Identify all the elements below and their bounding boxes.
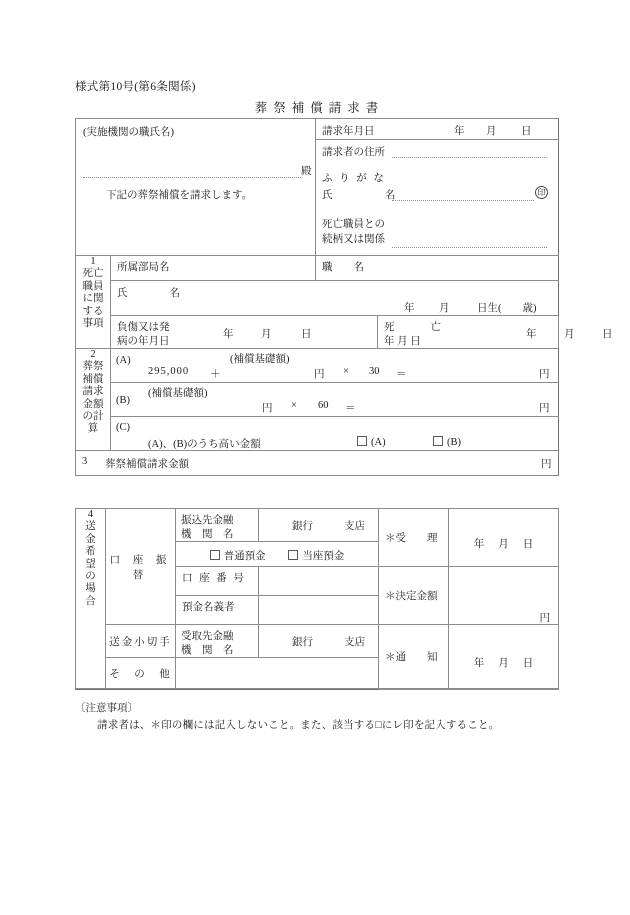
position-label: 職 名: [322, 262, 364, 273]
account-type-ordinary-label: 普通預金: [223, 551, 266, 562]
claimant-name-input[interactable]: [392, 188, 534, 201]
account-holder-label-wrap: [176, 596, 258, 624]
calc-b-times: ×: [291, 400, 297, 411]
notice-label: ＊通 知: [385, 652, 438, 663]
bank-suffix-bank: 銀行: [292, 521, 313, 532]
section1-label-line-4: 事項: [82, 317, 104, 329]
request-date-year: 年: [454, 126, 465, 137]
receipt-month: 月: [498, 538, 509, 550]
bank-name-row: [76, 509, 559, 542]
receipt-label: ＊受 理: [385, 533, 438, 544]
bank-name-label-line1: 振込先金融: [181, 515, 234, 526]
check-label-cell: [106, 625, 176, 658]
section2-label-line-1: 補償: [82, 373, 104, 385]
claimant-name-row: [316, 167, 559, 210]
section1-row3: [76, 316, 559, 349]
section1-label-line-2: に関: [82, 293, 104, 305]
payee-bank-label-line2: 機 関 名: [181, 645, 234, 656]
decision-label-cell: [379, 567, 449, 625]
claimant-address-input[interactable]: [392, 145, 547, 158]
death-label-line1: 死 亡: [384, 322, 446, 333]
section2-label-line-5: 算: [87, 423, 99, 435]
section1-label-line-3: する: [82, 305, 104, 317]
main-form-table: [75, 118, 613, 476]
spacer-cell: [76, 689, 379, 690]
section2-row-c: [76, 417, 559, 451]
request-sentence: 下記の葬祭補償を請求します。: [106, 190, 253, 201]
calc-c-choice-a-label: (A): [371, 437, 386, 448]
relation-row: [316, 210, 559, 254]
death-year: 年: [526, 329, 537, 340]
calc-a-plus: ＋: [210, 369, 221, 380]
checkbox-ordinary-icon[interactable]: [210, 550, 220, 560]
calc-b-result-yen: 円: [539, 403, 550, 414]
birth-day-suffix: 日生( 歳): [477, 303, 537, 314]
claimant-name-label: 氏 名: [322, 190, 396, 201]
calc-a-result-yen: 円: [539, 369, 550, 380]
other-label-cell: [106, 658, 176, 689]
calc-c-option-a[interactable]: [357, 436, 386, 448]
section3-label: 葬祭補償請求金額: [105, 459, 189, 470]
claimant-address-label: 請求者の住所: [322, 147, 385, 158]
bank-name-label-cell: [176, 509, 259, 542]
account-type-current-option[interactable]: [288, 551, 344, 562]
calc-a-base-label: (補償基礎額): [230, 354, 290, 365]
page-title: 葬祭補償請求書: [254, 101, 385, 115]
birth-year: 年: [404, 303, 415, 314]
relation-label-line1: 死亡職員との: [322, 219, 385, 230]
section1-label-line-0: 死亡: [82, 268, 104, 280]
receipt-year: 年: [473, 538, 485, 550]
total-amount-cell[interactable]: [76, 451, 559, 476]
addressee-cell: [76, 119, 316, 256]
death-label-line2: 年 月 日: [384, 336, 421, 347]
payee-bank-label-line1: 受取先金融: [181, 631, 234, 642]
calc-a-fixed-amount: 295,000: [148, 366, 190, 377]
payee-suffix-bank: 銀行: [292, 637, 313, 648]
section2-row-a: [76, 349, 559, 383]
section4-label-line-5: 場: [85, 583, 96, 595]
checkbox-a-icon[interactable]: [357, 436, 367, 446]
other-label: そ の 他: [109, 668, 172, 680]
receipt-date-wrap: [449, 525, 558, 551]
calc-a-tag: (A): [116, 355, 131, 366]
calc-b-base-label: (補償基礎額): [148, 388, 208, 399]
addressee-dotted-line[interactable]: [83, 177, 301, 178]
employee-name-cell[interactable]: [111, 281, 559, 316]
receipt-date-cell[interactable]: [449, 509, 559, 567]
section2-row-b: [76, 383, 559, 417]
account-type-options: [176, 542, 378, 566]
addressee-fill-line: [83, 163, 312, 178]
notice-label-cell: [379, 625, 449, 689]
section4-label-line-6: 合: [85, 595, 96, 607]
claimant-address-cell[interactable]: [316, 140, 559, 168]
checkbox-b-icon[interactable]: [433, 436, 443, 446]
account-number-label-wrap: [176, 567, 258, 595]
notice-year: 年: [473, 657, 485, 669]
payee-suffix-branch: 支店: [344, 637, 365, 648]
account-number-label-cell: [176, 567, 259, 596]
notes-title: 〔注意事項〕: [75, 703, 138, 714]
death-month: 月: [564, 329, 575, 340]
claimant-name-cell[interactable]: [316, 167, 559, 210]
calc-row-a[interactable]: [111, 349, 559, 383]
account-transfer-label-cell: [106, 509, 176, 625]
request-date-label: 請求年月日: [322, 126, 375, 137]
payment-label-spacer: [379, 689, 449, 690]
remittance-check-row: [76, 625, 559, 658]
calc-b-equals: ＝: [345, 403, 356, 414]
section1-row2: [76, 281, 559, 316]
section2-label-line-2: 請求: [82, 386, 104, 398]
calc-c-tag: (C): [116, 422, 130, 433]
account-holder-label: 預金名義者: [182, 602, 235, 613]
payee-bank-input-cell[interactable]: [259, 625, 379, 658]
injury-label-line1: 負傷又は発: [117, 322, 170, 333]
calc-a-equals: ＝: [396, 369, 407, 380]
decision-yen: 円: [539, 612, 550, 624]
death-day: 日: [602, 329, 613, 340]
section1-number: 1: [90, 256, 96, 267]
remittance-table: [75, 508, 559, 690]
death-date-cell[interactable]: [378, 316, 613, 349]
decision-label-wrap: [379, 585, 448, 606]
section4-label-line-4: の: [85, 570, 96, 582]
section2-number: 2: [90, 349, 96, 360]
notice-day: 日: [522, 657, 534, 669]
department-label-wrap: [111, 256, 315, 280]
notes-block: [75, 700, 595, 732]
birth-month: 月: [439, 303, 450, 314]
account-holder-label-cell: [176, 596, 259, 625]
payee-bank-label-cell: [176, 625, 259, 658]
employee-name-label: 氏 名: [117, 288, 180, 299]
checkbox-current-icon[interactable]: [288, 550, 298, 560]
section4-label-line-3: 望: [85, 558, 96, 570]
department-label: 所属部局名: [117, 262, 170, 273]
receipt-label-wrap: [379, 527, 448, 548]
furigana-label: ふ り が な: [322, 173, 386, 184]
account-number-input-cell[interactable]: [259, 567, 379, 596]
calc-b-tag: (B): [116, 395, 130, 406]
injury-label-line2: 病の年月日: [117, 336, 170, 347]
payment-row: [76, 689, 559, 690]
account-type-cell[interactable]: [176, 542, 379, 567]
agency-name-label: (実施機関の職氏名): [83, 127, 174, 138]
decision-label: ＊決定金額: [385, 591, 438, 602]
calc-c-choice-b-label: (B): [447, 437, 461, 448]
department-cell[interactable]: [111, 256, 316, 281]
section3-number: 3: [82, 456, 88, 467]
account-type-ordinary-option[interactable]: [210, 551, 269, 562]
calc-b-multiplier: 60: [318, 400, 329, 411]
section1-label: [76, 256, 111, 349]
section4-label: [76, 509, 106, 689]
account-number-label: 口 座 番 号: [182, 573, 246, 584]
section3-yen: 円: [541, 459, 552, 470]
injury-year: 年: [223, 329, 234, 340]
injury-month: 月: [261, 329, 272, 340]
calc-c-text: (A)、(B)のうち高い金額: [148, 439, 261, 450]
section1-label-line-1: 職員: [82, 280, 104, 292]
section4-number: 4: [87, 509, 94, 520]
relation-cell[interactable]: [316, 210, 559, 254]
notice-month: 月: [498, 657, 509, 669]
receipt-day: 日: [522, 538, 534, 550]
claimant-address-row: [316, 140, 559, 168]
calc-a-multiplier: 30: [369, 366, 380, 377]
injury-date-cell[interactable]: [111, 316, 378, 349]
bank-name-label-line2: 機 関 名: [181, 529, 234, 540]
calc-b-yen: 円: [262, 403, 273, 414]
calc-c-option-b[interactable]: [433, 436, 461, 448]
request-date-day: 日: [521, 126, 532, 137]
section4-label-line-2: 希: [85, 546, 96, 558]
other-input-cell[interactable]: [176, 658, 379, 689]
injury-day: 日: [301, 329, 312, 340]
section4-label-line-1: 金: [85, 533, 96, 545]
section2-label-line-0: 葬祭: [82, 361, 104, 373]
section1-row1: [76, 256, 559, 281]
header-block-row: [76, 119, 559, 256]
section2-label-line-3: 金額: [82, 398, 104, 410]
request-date-month: 月: [486, 126, 497, 137]
relation-label-line2: 続柄又は関係: [322, 234, 385, 245]
section2-label-line-4: の計: [82, 410, 104, 422]
bank-name-input-cell[interactable]: [259, 509, 379, 542]
notice-date-wrap: [449, 644, 558, 670]
section4-label-line-0: 送: [85, 521, 96, 533]
account-transfer-label: 口 座 振 替: [109, 554, 172, 581]
seal-icon: 印: [535, 186, 548, 199]
calc-a-times: ×: [343, 366, 349, 377]
form-number: 様式第10号(第6条関係): [75, 81, 196, 93]
position-cell[interactable]: [316, 256, 559, 281]
check-label: 送金小切手: [109, 636, 172, 648]
decision-amount-cell[interactable]: [449, 567, 559, 625]
notice-date-cell[interactable]: [449, 625, 559, 689]
notice-label-wrap: [379, 646, 448, 667]
section2-label: [76, 349, 111, 451]
claimant-cell: [316, 119, 559, 256]
notes-body: 請求者は、＊印の欄には記入しないこと。また、該当する□にレ印を記入すること。: [97, 720, 500, 731]
position-label-wrap: [316, 256, 558, 277]
relation-input[interactable]: [392, 235, 547, 248]
calc-row-b[interactable]: [111, 383, 559, 417]
account-holder-input-cell[interactable]: [259, 596, 379, 625]
calc-row-c[interactable]: [111, 417, 559, 451]
account-type-current-label: 当座預金: [302, 551, 345, 562]
honorific-label: 殿: [301, 166, 312, 177]
request-date-cell[interactable]: [316, 119, 559, 140]
request-date-row: [316, 119, 559, 140]
payment-date-spacer: [449, 689, 559, 690]
calc-a-yen: 円: [314, 369, 325, 380]
section3-row: [76, 451, 559, 476]
receipt-label-cell: [379, 509, 449, 567]
bank-suffix-branch: 支店: [344, 521, 365, 532]
